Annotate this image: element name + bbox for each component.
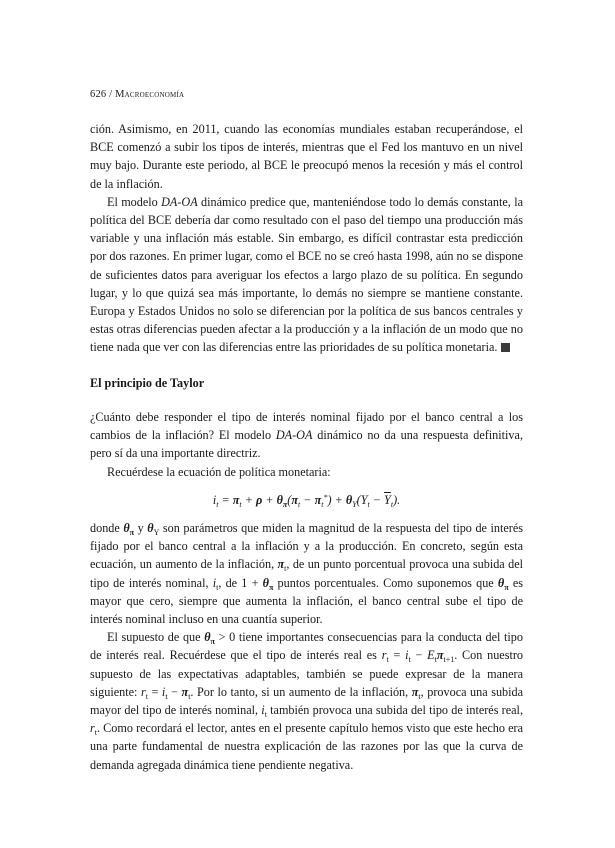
paragraph: [90, 120, 523, 193]
paragraph-text: también provoca una subida del tipo de interés real,: [266, 703, 523, 718]
text-block-2: [90, 408, 523, 774]
text-block-1: [90, 120, 523, 357]
model-name: DA-OA: [161, 194, 198, 209]
paragraph-text: es mayor que cero, siempre que aumenta la inflación, el banco central sube el tipo de interés nominal incluso en una cuantía superior.: [90, 575, 523, 627]
model-name: DA-OA: [275, 428, 313, 443]
paragraph-text: Recuérdese la ecuación de política monetaria:: [107, 464, 331, 479]
header-separator: /: [106, 89, 116, 100]
paragraph-text: ¿Cuánto debe responder el tipo de interés nominal fijado por el banco central a los cambios de la inflación? El modelo: [90, 410, 523, 443]
monetary-policy-equation: $i_t = \pi_t + \rho + \theta_\pi(\pi_t - \pi_t^*) + \theta_Y(Y_t - \overline{Y}_t)$.: [212, 492, 401, 509]
paragraph-text: son parámetros que miden la magnitud de la respuesta del tipo de interés fijado por el banco central a la inflación y a la producción. En concreto, según esta ecuación, un aumento de la inflación,: [90, 521, 523, 572]
paragraph-text: dinámico no da una respuesta definitiva, pero sí da una importante directriz.: [90, 428, 523, 461]
paragraph-text: , de un punto porcentual provoca una subida del tipo de interés nominal,: [90, 557, 523, 590]
section-title: El principio de Taylor: [90, 376, 205, 390]
paragraph-text: . Por lo tanto, si un aumento de la inflación,: [190, 684, 412, 699]
paragraph-text: donde: [90, 521, 124, 536]
end-of-box-mark: [501, 343, 510, 352]
paragraph-text: . Como recordará el lector, antes en el presente capítulo hemos visto que este hecho era una parte fundamental de nuestra explicación de las razones por las que la curva de demanda agregada dinámica tiene pendiente negativa.: [90, 721, 523, 772]
paragraph: El supuesto de que $\theta_\pi > 0$ tiene importantes consecuencias para la conducta del tipo de interés real. Recuérdese que el tipo de interés real es $r_t = i_t - E_t\pi_{t+1}$. Con nuestro supuesto de las expectativas adaptables, también se puede expresar de la manera siguiente: $r_t = i_t - \pi_t$. Por lo tanto, si un aumento de la inflación, $\pi_t$, provoca una subida mayor del tipo de interés nominal, $i_t$ también provoca una subida del tipo de interés real, $r_t$. Como recordará el lector, antes en el presente capítulo hemos visto que este hecho era una parte fundamental de nuestra explicación de las razones por las que la curva de demanda agregada dinámica tiene pendiente negativa.: [90, 630, 524, 772]
paragraph-text: dinámico predice que, manteniéndose todo lo demás constante, la política del BCE debería dar como resultado con el paso del tiempo una producción más variable y una inflación más estable. Sin embargo, es difícil contrastar esta predicción por dos razones. En primer lugar, como el BCE no se creó hasta 1998, aún no se dispone de suficientes datos para averiguar los efectos a largo plazo de su política. En segundo lugar, y lo que quizá sea más importante, lo demás no siempre se mantiene constante. Europa y Estados Unidos no solo se diferencian por la política de sus bancos centrales y estas otras diferencias pueden afectar a la producción y a la inflación de un modo que no tiene nada que ver con las diferencias entre las prioridades de su política monetaria.: [90, 194, 523, 355]
paragraph-text: . Con nuestro supuesto de las expectativas adaptables, también se puede expresar de la manera siguiente:: [90, 648, 523, 699]
paragraph-text: El supuesto de que: [107, 630, 205, 645]
paragraph-text: y: [134, 521, 148, 536]
paragraph: [90, 408, 523, 463]
book-title: Macroeconomía: [115, 89, 185, 100]
paragraph-text: puntos porcentuales. Como suponemos que: [273, 575, 498, 590]
paragraph-text: , de 1 +: [218, 575, 263, 590]
paragraph-text: El modelo: [107, 194, 162, 209]
page-number: 626: [90, 89, 107, 100]
paragraph-text: ción. Asimismo, en 2011, cuando las economías mundiales estaban recuperándose, el BCE comenzó a subir los tipos de interés, mientras que el Fed los mantuvo en un nivel muy bajo. Durante este periodo, al BCE le preocupó menos la recesión y más el control de la inflación.: [90, 122, 523, 191]
paragraph: [90, 463, 523, 481]
paragraph: donde $\theta_\pi$ y $\theta_Y$ son parámetros que miden la magnitud de la respuesta del tipo de interés fijado por el banco central a la inflación y a la producción. En concreto, según esta ecuación, un aumento de la inflación, $\pi_t$, de un punto porcentual provoca una subida del tipo de interés nominal, $i_t$, de $1 + \theta_\pi$ puntos porcentuales. Como suponemos que $\theta_\pi$ es mayor que cero, siempre que aumenta la inflación, el banco central sube el tipo de interés nominal incluso en una cuantía superior.: [90, 521, 523, 627]
paragraph-text: > 0 tiene importantes consecuencias para la conducta del tipo de interés real. Recuérdese que el tipo de interés real es: [90, 630, 523, 663]
running-header: [90, 89, 184, 100]
paragraph: [90, 193, 523, 357]
paragraph-text: , provoca una subida mayor del tipo de interés nominal,: [90, 684, 524, 718]
